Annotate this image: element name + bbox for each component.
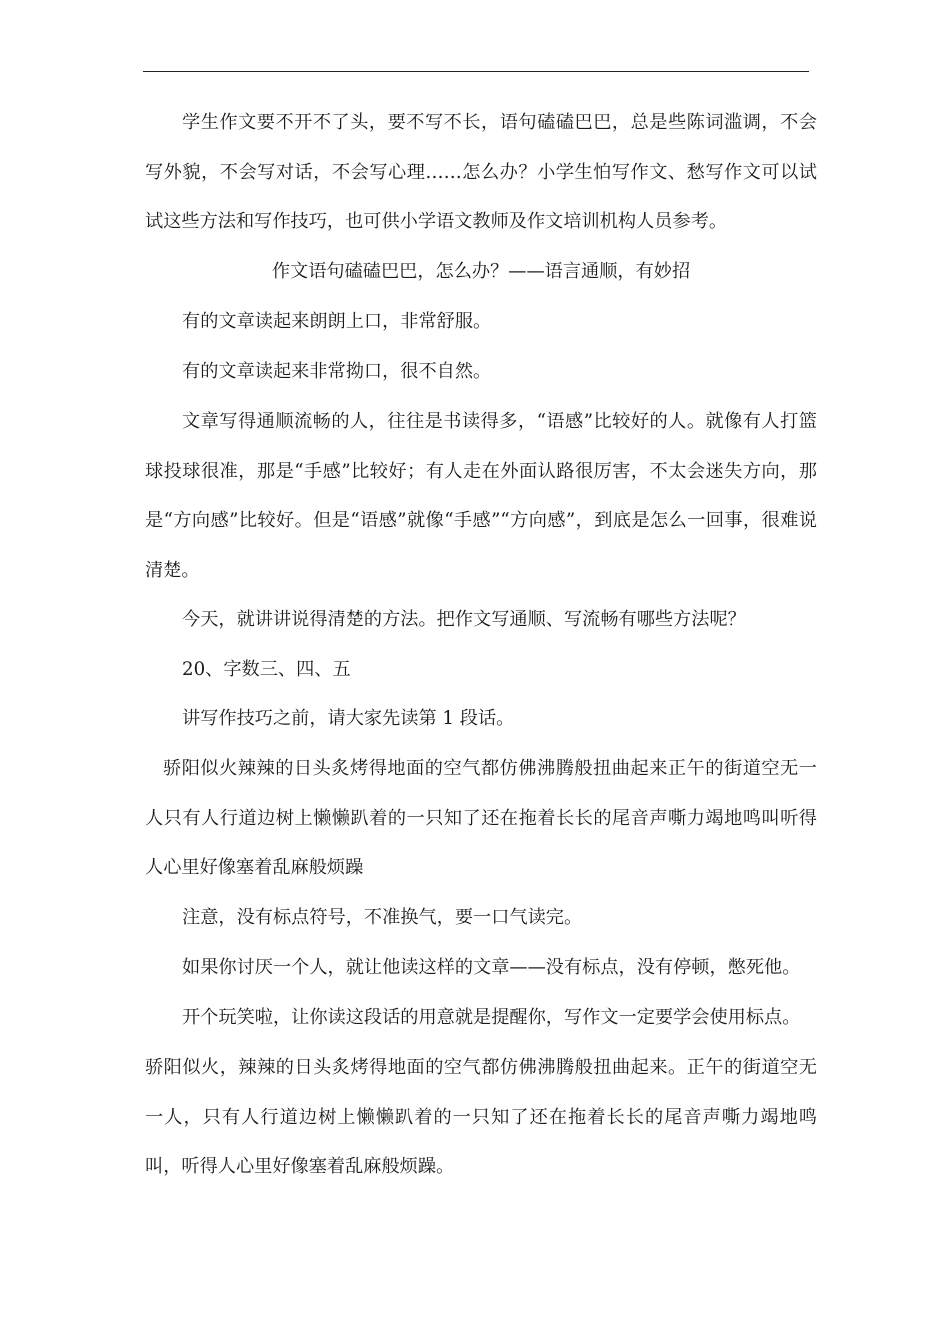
section-title: 作文语句磕磕巴巴，怎么办？——语言通顺，有妙招	[271, 261, 691, 282]
paragraph-2: 有的文章读起来非常拗口，很不自然。	[182, 361, 492, 382]
intro-paragraph: 学生作文要不开不了头，要不写不长，语句磕磕巴巴，总是些陈词滥调，不会写外貌，不会写对话，不会写心理……怎么办？小学生怕写作文、愁写作文可以试试这些方法和写作技巧，也可供小学语文教师及作文培训机构人员参考。	[145, 112, 817, 233]
punctuated-passage: 骄阳似火，辣辣的日头炙烤得地面的空气都仿佛沸腾般扭曲起来。正午的街道空无一人，只有人行道边树上懒懒趴着的一只知了还在拖着长长的尾音声嘶力竭地鸣叫，听得人心里好像塞着乱麻般烦躁。	[145, 1057, 817, 1178]
paragraph-5: 20、字数三、四、五	[182, 659, 351, 680]
unpunctuated-passage: 骄阳似火辣辣的日头炙烤得地面的空气都仿佛沸腾般扭曲起来正午的街道空无一人只有人行道边树上懒懒趴着的一只知了还在拖着长长的尾音声嘶力竭地鸣叫听得人心里好像塞着乱麻般烦躁	[145, 758, 817, 879]
header-rule	[143, 71, 809, 72]
paragraph-6: 讲写作技巧之前，请大家先读第 1 段话。	[182, 708, 515, 729]
paragraph-10: 开个玩笑啦，让你读这段话的用意就是提醒你，写作文一定要学会使用标点。	[182, 1007, 801, 1028]
paragraph-1: 有的文章读起来朗朗上口，非常舒服。	[182, 311, 492, 332]
paragraph-4: 今天，就讲讲说得清楚的方法。把作文写通顺、写流畅有哪些方法呢？	[182, 609, 746, 630]
paragraph-3: 文章写得通顺流畅的人，往往是书读得多，“语感”比较好的人。就像有人打篮球投球很准，那是“手感”比较好；有人走在外面认路很厉害，不太会迷失方向，那是“方向感”比较好。但是“语感”就像“手感”“方向感”，到底是怎么一回事，很难说清楚。	[145, 411, 817, 581]
paragraph-8: 注意，没有标点符号，不准换气，要一口气读完。	[182, 907, 583, 928]
paragraph-9: 如果你讨厌一个人，就让他读这样的文章——没有标点，没有停顿，憋死他。	[182, 957, 801, 978]
